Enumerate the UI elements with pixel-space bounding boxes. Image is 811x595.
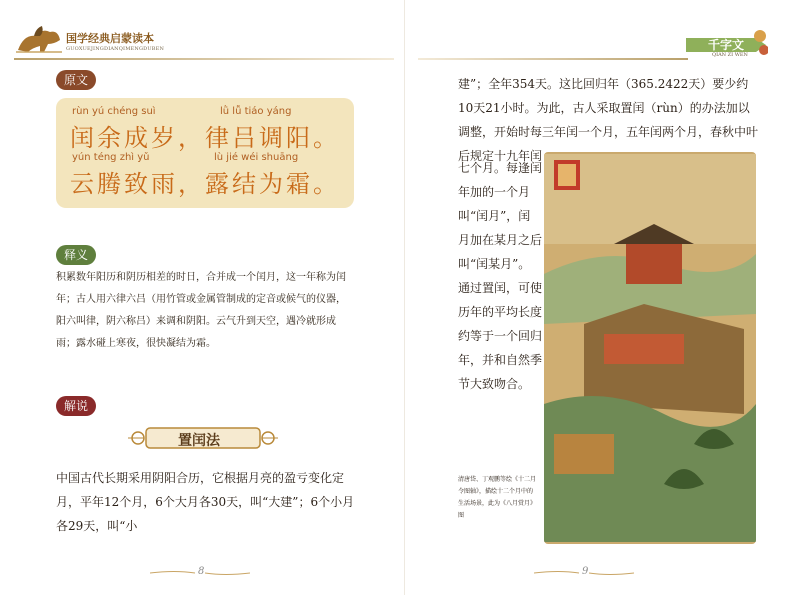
series-title: 国学经典启蒙读本	[66, 32, 154, 45]
painting-caption: 清唐岱、丁观鹏等绘《十二月令图轴》，描绘十二个月中的生活场景，此为《八月赏月》图	[458, 476, 537, 519]
series-subtitle: GUOXUEJINGDIANQIMENGDUBEN	[66, 46, 165, 52]
pinyin-line-2a: yún téng zhì yǔ	[72, 152, 150, 163]
section-tag-translation: 释义	[56, 245, 96, 265]
left-page	[0, 0, 405, 595]
section-tag-original: 原文	[56, 70, 96, 90]
right-page	[405, 0, 811, 595]
translation-text: 积累数年阳历和阴历相差的时日，合并成一个闰月，这一年称为闰年；古人用六律六吕（用竹管或金属管制成的定音或候气的仪器，阳六叫律，阴六称吕）来调和阴阳。云气升到天空，遇冷就形成雨；露水碰上寒夜，很快凝结为霜。	[56, 272, 346, 349]
page-number-right: 9	[582, 566, 589, 577]
pinyin-line-2b: lù jié wéi shuāng	[214, 152, 299, 163]
body-text-left: 中国古代长期采用阴阳合历，它根据月亮的盈亏变化定月，平年12个月，6个大月各30天，叫“大建”；6个小月各29天，叫“小	[56, 471, 355, 533]
pinyin-line-1b: lǜ lǚ tiáo yáng	[220, 106, 292, 117]
body-text-right-top: 建”；全年354天。这比回归年（365.2422天）要少约10天21小时。为此，古人采取置闰（rùn）的办法加以调整，开始时每三年闰一个月，五年闰两个月，春秋中叶后规定十九年闰	[458, 77, 759, 163]
verse-line-2: 云腾致雨，露结为霜。	[70, 170, 340, 198]
horse-rider-logo-icon	[14, 22, 64, 56]
pinyin-line-1a: rùn yú chéng suì	[72, 106, 156, 117]
topic-title: 置闰法	[178, 433, 220, 449]
verse-line-1: 闰余成岁，律吕调阳。	[70, 124, 340, 152]
book-subtitle: QIAN ZI WEN	[712, 52, 748, 58]
header-divider-right	[418, 58, 688, 60]
page-number-left: 8	[198, 566, 205, 577]
body-text-right-column: 七个月。每逢闰年加的一个月叫“闰月”，闰月加在某月之后叫“闰某月”。通过置闰，可使历年的平均长度约等于一个回归年，并和自然季节大致吻合。	[458, 161, 543, 391]
header-divider	[14, 58, 394, 60]
palace-painting	[544, 152, 756, 544]
section-tag-explanation: 解说	[56, 396, 96, 416]
book-title: 千字文	[708, 38, 745, 52]
